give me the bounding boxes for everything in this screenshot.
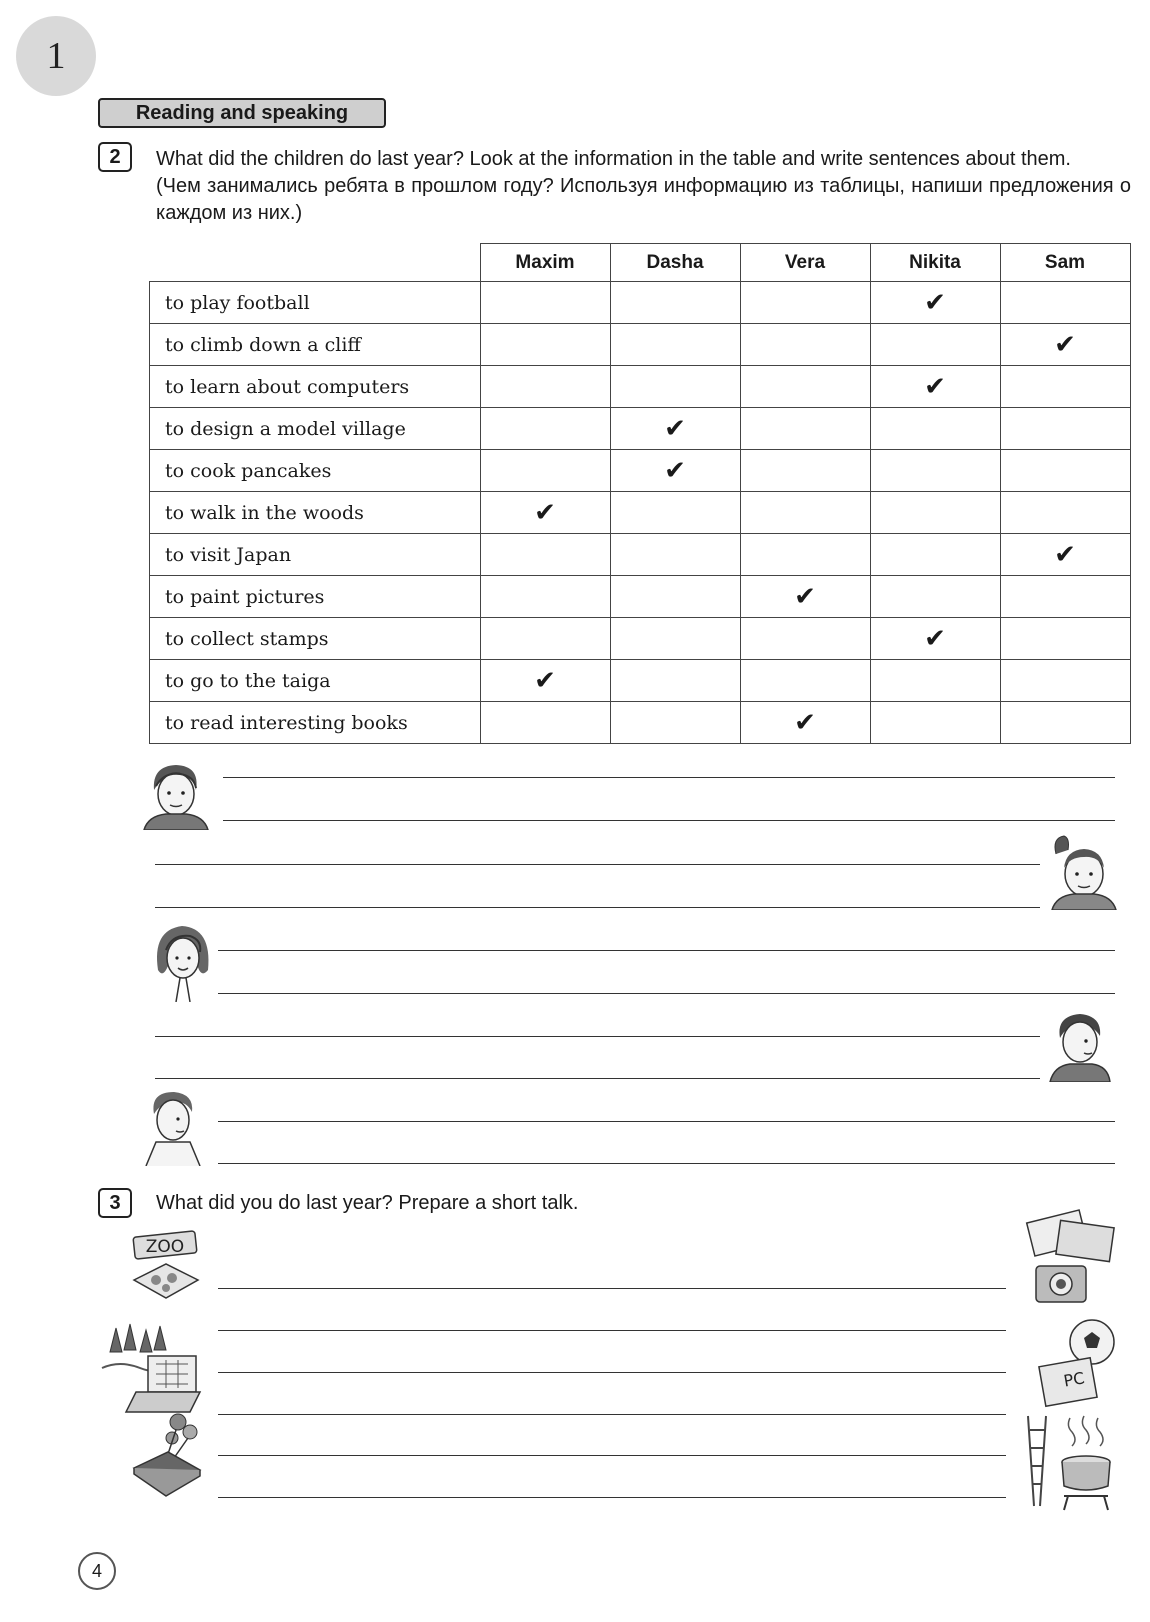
empty-cell [870, 576, 1000, 618]
check-mark-cell: ✔ [870, 282, 1000, 324]
empty-cell [480, 366, 610, 408]
table-row [150, 576, 1131, 618]
instruction-russian: (Чем занимались ребята в прошлом году? Используя информацию из таблицы, напиши предложения о каждом из них.) [156, 175, 1131, 224]
activity-cell: to collect stamps [150, 618, 481, 660]
empty-cell [480, 618, 610, 660]
column-header: Nikita [870, 244, 1000, 282]
empty-cell [1000, 282, 1130, 324]
empty-cell [870, 492, 1000, 534]
empty-cell [740, 492, 870, 534]
activity-cell: to climb down a cliff [150, 324, 481, 366]
empty-cell [740, 618, 870, 660]
table-row [150, 492, 1131, 534]
empty-cell [610, 702, 740, 744]
column-header: Dasha [610, 244, 740, 282]
activity-table [149, 243, 1131, 744]
empty-cell [1000, 450, 1130, 492]
empty-cell [870, 408, 1000, 450]
stamps-camera-icon [1022, 1206, 1118, 1310]
writing-line[interactable] [218, 1163, 1115, 1164]
check-mark-cell: ✔ [480, 660, 610, 702]
activity-cell: to go to the taiga [150, 660, 481, 702]
section-title: Reading and speaking [98, 98, 386, 128]
check-mark-cell: ✔ [480, 492, 610, 534]
table-body [150, 282, 1131, 744]
empty-cell [610, 534, 740, 576]
writing-line[interactable] [218, 1372, 1006, 1373]
check-mark-cell: ✔ [740, 702, 870, 744]
table-row [150, 282, 1131, 324]
empty-cell [480, 450, 610, 492]
zoo-sign-text: ZOO [145, 1237, 185, 1257]
check-mark-cell: ✔ [610, 408, 740, 450]
writing-line[interactable] [218, 1455, 1006, 1456]
table-row [150, 450, 1131, 492]
empty-cell [740, 660, 870, 702]
writing-line[interactable] [218, 1330, 1006, 1331]
writing-line[interactable] [155, 1078, 1040, 1079]
empty-cell [610, 282, 740, 324]
empty-cell [1000, 660, 1130, 702]
check-mark-cell: ✔ [610, 450, 740, 492]
table-row [150, 702, 1131, 744]
activity-cell: to learn about computers [150, 366, 481, 408]
empty-cell [870, 534, 1000, 576]
writing-line[interactable] [155, 907, 1040, 908]
table-row [150, 618, 1131, 660]
writing-line[interactable] [218, 1121, 1115, 1122]
empty-cell [1000, 618, 1130, 660]
boy-portrait-icon [140, 760, 212, 830]
empty-cell [740, 324, 870, 366]
blank-header-cell [150, 244, 481, 282]
empty-cell [480, 576, 610, 618]
empty-cell [480, 534, 610, 576]
empty-cell [740, 282, 870, 324]
table-row [150, 366, 1131, 408]
exercise-2-instruction [156, 146, 1131, 227]
empty-cell [610, 324, 740, 366]
empty-cell [740, 366, 870, 408]
check-mark-cell: ✔ [1000, 534, 1130, 576]
check-mark-cell: ✔ [870, 366, 1000, 408]
writing-line[interactable] [218, 1497, 1006, 1498]
empty-cell [1000, 702, 1130, 744]
activity-cell: to read interesting books [150, 702, 481, 744]
empty-cell [870, 660, 1000, 702]
check-mark-cell: ✔ [740, 576, 870, 618]
activity-cell: to walk in the woods [150, 492, 481, 534]
check-mark-cell: ✔ [1000, 324, 1130, 366]
activity-cell: to cook pancakes [150, 450, 481, 492]
flowers-book-icon [128, 1408, 204, 1498]
empty-cell [740, 450, 870, 492]
activity-cell: to play football [150, 282, 481, 324]
activity-cell: to visit Japan [150, 534, 481, 576]
table-row [150, 534, 1131, 576]
empty-cell [740, 534, 870, 576]
column-header: Sam [1000, 244, 1130, 282]
activity-cell: to paint pictures [150, 576, 481, 618]
check-mark-cell: ✔ [870, 618, 1000, 660]
writing-line[interactable] [218, 950, 1115, 951]
empty-cell [1000, 408, 1130, 450]
empty-cell [610, 660, 740, 702]
empty-cell [870, 702, 1000, 744]
girl-with-ponytail-icon [1046, 834, 1118, 910]
writing-line[interactable] [155, 1036, 1040, 1037]
boy-with-hair-icon [142, 1088, 204, 1166]
girl-portrait-icon [150, 920, 216, 1002]
boy-profile-icon [1046, 1008, 1112, 1082]
table-header-row [150, 244, 1131, 282]
forest-laptop-icon [100, 1322, 204, 1418]
writing-line[interactable] [223, 777, 1115, 778]
unit-number: 1 [16, 16, 96, 96]
empty-cell [480, 324, 610, 366]
football-pc-book-icon [1036, 1318, 1120, 1414]
empty-cell [870, 450, 1000, 492]
exercise-3-number: 3 [98, 1188, 132, 1218]
writing-line[interactable] [218, 1414, 1006, 1415]
empty-cell [610, 576, 740, 618]
empty-cell [480, 702, 610, 744]
empty-cell [1000, 366, 1130, 408]
empty-cell [610, 618, 740, 660]
exercise-3-prompt: What did you do last year? Prepare a short talk. [156, 1192, 579, 1214]
activity-cell: to design a model village [150, 408, 481, 450]
empty-cell [480, 408, 610, 450]
table-row [150, 324, 1131, 366]
table-row [150, 660, 1131, 702]
page-number: 4 [78, 1552, 116, 1590]
pc-label-text: PC [1062, 1368, 1086, 1391]
empty-cell [480, 282, 610, 324]
writing-line[interactable] [155, 864, 1040, 865]
instruction-english: What did the children do last year? Look at the information in the table and write sentences about them. [156, 148, 1071, 170]
empty-cell [610, 366, 740, 408]
column-header: Maxim [480, 244, 610, 282]
table-row [150, 408, 1131, 450]
empty-cell [870, 324, 1000, 366]
rope-ladder-cooking-pot-icon [1020, 1410, 1120, 1516]
zoo-icon [128, 1228, 204, 1304]
writing-line[interactable] [218, 1288, 1006, 1289]
writing-line[interactable] [218, 993, 1115, 994]
empty-cell [1000, 492, 1130, 534]
writing-line[interactable] [223, 820, 1115, 821]
empty-cell [740, 408, 870, 450]
empty-cell [1000, 576, 1130, 618]
empty-cell [610, 492, 740, 534]
exercise-2-number: 2 [98, 142, 132, 172]
column-header: Vera [740, 244, 870, 282]
